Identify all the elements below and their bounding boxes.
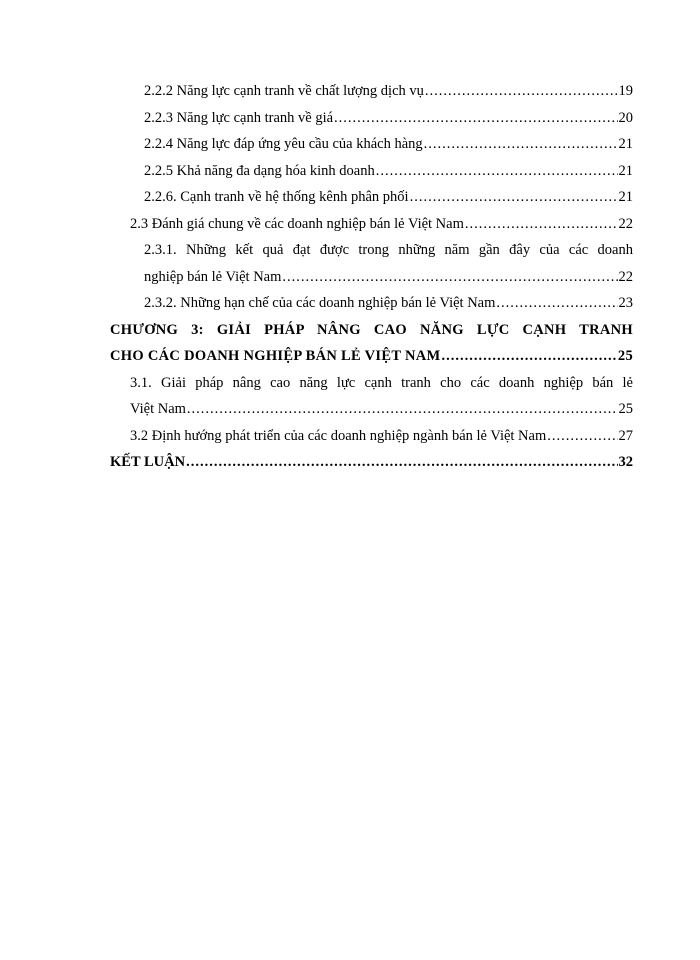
toc-entry-title: 2.3.2. Những hạn chế của các doanh nghiệp bán lẻ Việt Nam: [144, 295, 496, 311]
toc-entry-title: 2.2.5 Khả năng đa dạng hóa kinh doanh: [144, 162, 375, 179]
toc-leader-dots: [376, 158, 618, 185]
toc-leader-dots: [547, 423, 617, 450]
toc-entry-chapter-3[interactable]: [110, 317, 633, 370]
toc-entry-2-2-3[interactable]: [110, 105, 633, 132]
toc-entry-conclusion[interactable]: [110, 449, 633, 476]
toc-entry-2-2-4[interactable]: [110, 131, 633, 158]
toc-leader-dots: [424, 131, 618, 158]
toc-page-number: 21: [618, 136, 633, 152]
toc-page-number: 25: [618, 401, 633, 417]
toc-entry-title-line2: nghiệp bán lẻ Việt Nam: [144, 268, 282, 285]
toc-chapter-title-line1: CHƯƠNG 3: GIẢI PHÁP NÂNG CAO NĂNG LỰC CẠNH TRANH: [110, 321, 633, 338]
toc-page-number: 25: [617, 348, 633, 364]
toc-page-number: 22: [618, 215, 633, 232]
toc-entry-2-3[interactable]: [110, 211, 633, 238]
toc-page-number: 20: [618, 109, 633, 126]
toc-leader-dots: [442, 343, 617, 370]
toc-leader-dots: [496, 290, 617, 317]
toc-entry-title: 2.2.6. Cạnh tranh về hệ thống kênh phân phối: [144, 189, 409, 205]
toc-page-number: 32: [618, 454, 633, 470]
table-of-contents: [110, 78, 633, 476]
toc-entry-2-3-1[interactable]: [110, 237, 633, 290]
toc-entry-2-2-6[interactable]: [110, 184, 633, 211]
toc-leader-dots: [186, 449, 617, 476]
toc-entry-title: 2.2.3 Năng lực cạnh tranh về giá: [144, 109, 334, 126]
toc-leader-dots: [282, 264, 617, 291]
toc-page-number: 23: [618, 295, 633, 311]
toc-entry-title: 3.2 Định hướng phát triển của các doanh nghiệp ngành bán lẻ Việt Nam: [130, 427, 547, 444]
toc-entry-title: KẾT LUẬN: [110, 454, 186, 470]
toc-page-number: 27: [618, 427, 633, 444]
toc-entry-title: 2.3 Đánh giá chung về các doanh nghiệp bán lẻ Việt Nam: [130, 215, 464, 232]
toc-entry-title-line1: 3.1. Giải pháp nâng cao năng lực cạnh tranh cho các doanh nghiệp bán lẻ: [130, 374, 633, 391]
toc-entry-title: 2.2.4 Năng lực đáp ứng yêu cầu của khách hàng: [144, 136, 423, 152]
toc-entry-2-3-2[interactable]: [110, 290, 633, 317]
toc-leader-dots: [425, 78, 618, 105]
toc-leader-dots: [410, 184, 618, 211]
toc-entry-3-2[interactable]: [110, 423, 633, 450]
toc-chapter-title-line2: CHO CÁC DOANH NGHIỆP BÁN LẺ VIỆT NAM: [110, 348, 441, 364]
toc-page-number: 21: [618, 189, 633, 205]
toc-leader-dots: [187, 396, 618, 423]
toc-leader-dots: [465, 211, 618, 238]
toc-entry-3-1[interactable]: [110, 370, 633, 423]
toc-entry-2-2-5[interactable]: [110, 158, 633, 185]
toc-page-number: 19: [618, 83, 633, 99]
toc-leader-dots: [334, 105, 617, 132]
toc-entry-title: 2.2.2 Năng lực cạnh tranh về chất lượng dịch vụ: [144, 83, 424, 99]
toc-entry-title-line2: Việt Nam: [130, 401, 186, 417]
toc-page-number: 21: [618, 162, 633, 179]
toc-entry-title-line1: 2.3.1. Những kết quả đạt được trong những năm gần đây của các doanh: [144, 242, 633, 258]
toc-entry-2-2-2[interactable]: [110, 78, 633, 105]
toc-page-number: 22: [618, 268, 633, 285]
